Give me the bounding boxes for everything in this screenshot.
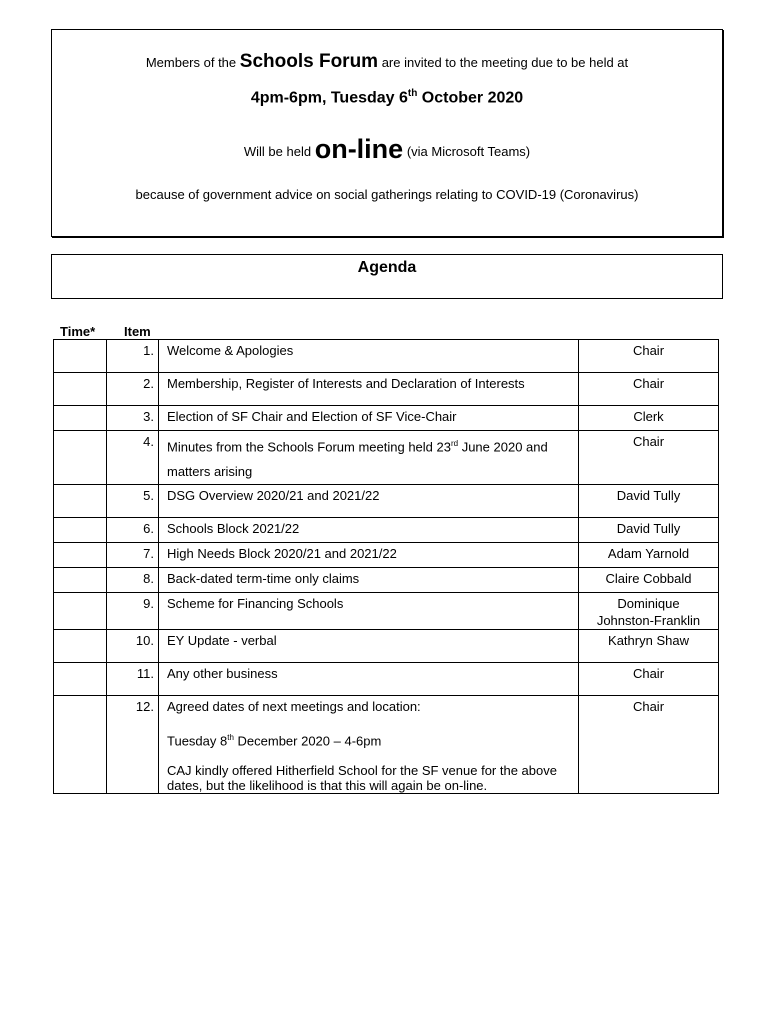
time-cell: [54, 630, 107, 663]
item-number: 7.: [107, 543, 159, 568]
item-description: Schools Block 2021/22: [159, 518, 579, 543]
held-suffix: (via Microsoft Teams): [406, 144, 531, 159]
item-number: 8.: [107, 568, 159, 593]
item-description: [159, 431, 579, 485]
table-row: [54, 543, 719, 568]
covid-note: because of government advice on social gatherings relating to COVID-19 (Coronavirus): [135, 187, 639, 202]
item-presenter: Adam Yarnold: [579, 543, 719, 568]
item-number: 10.: [107, 630, 159, 663]
table-row: [54, 406, 719, 431]
meeting-time-end: October 2020: [417, 89, 524, 107]
table-row: [54, 630, 719, 663]
time-cell: [54, 663, 107, 696]
item-description: DSG Overview 2020/21 and 2021/22: [159, 485, 579, 518]
invite-prefix: Members of the: [145, 55, 237, 70]
item-description: [159, 696, 579, 794]
item-presenter: Kathryn Shaw: [579, 630, 719, 663]
agenda-title-box: [51, 254, 723, 299]
item-number: 4.: [107, 431, 159, 485]
time-cell: [54, 431, 107, 485]
table-row: [54, 696, 719, 794]
item-number: 5.: [107, 485, 159, 518]
time-column-header: Time*: [60, 324, 96, 339]
venue-note: CAJ kindly offered Hitherfield School for the SF venue for the above dates, but the likelihood is that this will again be on-line.: [167, 762, 557, 793]
time-cell: [54, 543, 107, 568]
table-row: [54, 485, 719, 518]
item-presenter: Claire Cobbald: [579, 568, 719, 593]
minutes-text-sup: rd: [450, 439, 459, 448]
held-prefix: Will be held: [243, 144, 312, 159]
item-number: 1.: [107, 340, 159, 373]
item-description: Scheme for Financing Schools: [159, 593, 579, 630]
item-presenter: David Tully: [579, 518, 719, 543]
meeting-time-main: 4pm-6pm, Tuesday 6: [250, 89, 408, 107]
item-number: 3.: [107, 406, 159, 431]
item-number: 9.: [107, 593, 159, 630]
item-presenter: Chair: [579, 431, 719, 485]
item-number: 2.: [107, 373, 159, 406]
table-row: [54, 431, 719, 485]
item-description: Election of SF Chair and Election of SF Vice-Chair: [159, 406, 579, 431]
agenda-title: Agenda: [357, 259, 417, 276]
item-description: High Needs Block 2020/21 and 2021/22: [159, 543, 579, 568]
meeting-notice-box: [51, 29, 723, 237]
minutes-text-a: Minutes from the Schools Forum meeting held 23: [167, 439, 451, 455]
item-column-header: Item: [124, 324, 151, 339]
item-presenter: David Tully: [579, 485, 719, 518]
item-number: 12.: [107, 696, 159, 794]
time-cell: [54, 568, 107, 593]
presenter-first: Dominique: [617, 596, 680, 612]
item-presenter: Chair: [579, 663, 719, 696]
item-presenter: Clerk: [579, 406, 719, 431]
item-presenter: Chair: [579, 696, 719, 794]
invitation-line: [52, 49, 722, 76]
meeting-time-sup: th: [407, 88, 418, 99]
table-row: [54, 340, 719, 373]
next-meeting-date: [167, 729, 570, 749]
agenda-table: [53, 339, 719, 794]
item-description: Back-dated term-time only claims: [159, 568, 579, 593]
item-number: 11.: [107, 663, 159, 696]
item-number: 6.: [107, 518, 159, 543]
time-cell: [54, 485, 107, 518]
time-cell: [54, 593, 107, 630]
invite-suffix: are invited to the meeting due to be held at: [381, 55, 629, 70]
time-cell: [54, 406, 107, 431]
item-presenter: [579, 593, 719, 630]
forum-name: Schools Forum: [239, 51, 379, 72]
next-date-a: Tuesday 8: [167, 733, 228, 749]
next-meetings-heading: Agreed dates of next meetings and location:: [167, 699, 421, 715]
next-date-b: December 2020 – 4-6pm: [233, 733, 382, 749]
next-date-sup: th: [227, 733, 234, 743]
item-description: Welcome & Apologies: [159, 340, 579, 373]
item-description: Any other business: [159, 663, 579, 696]
minutes-text-c: matters arising: [167, 464, 253, 480]
meeting-time: [52, 88, 722, 107]
table-row: [54, 593, 719, 630]
time-cell: [54, 340, 107, 373]
item-presenter: Chair: [579, 340, 719, 373]
time-cell: [54, 518, 107, 543]
item-description: Membership, Register of Interests and Declaration of Interests: [159, 373, 579, 406]
table-row: [54, 373, 719, 406]
table-row: [54, 568, 719, 593]
venue-line: [52, 134, 722, 165]
table-row: [54, 518, 719, 543]
online-label: on-line: [314, 134, 404, 164]
item-description: EY Update - verbal: [159, 630, 579, 663]
presenter-last: Johnston-Franklin: [596, 613, 701, 629]
item-presenter: Chair: [579, 373, 719, 406]
time-cell: [54, 696, 107, 794]
table-row: [54, 663, 719, 696]
minutes-text-b: June 2020 and: [458, 439, 548, 455]
time-cell: [54, 373, 107, 406]
